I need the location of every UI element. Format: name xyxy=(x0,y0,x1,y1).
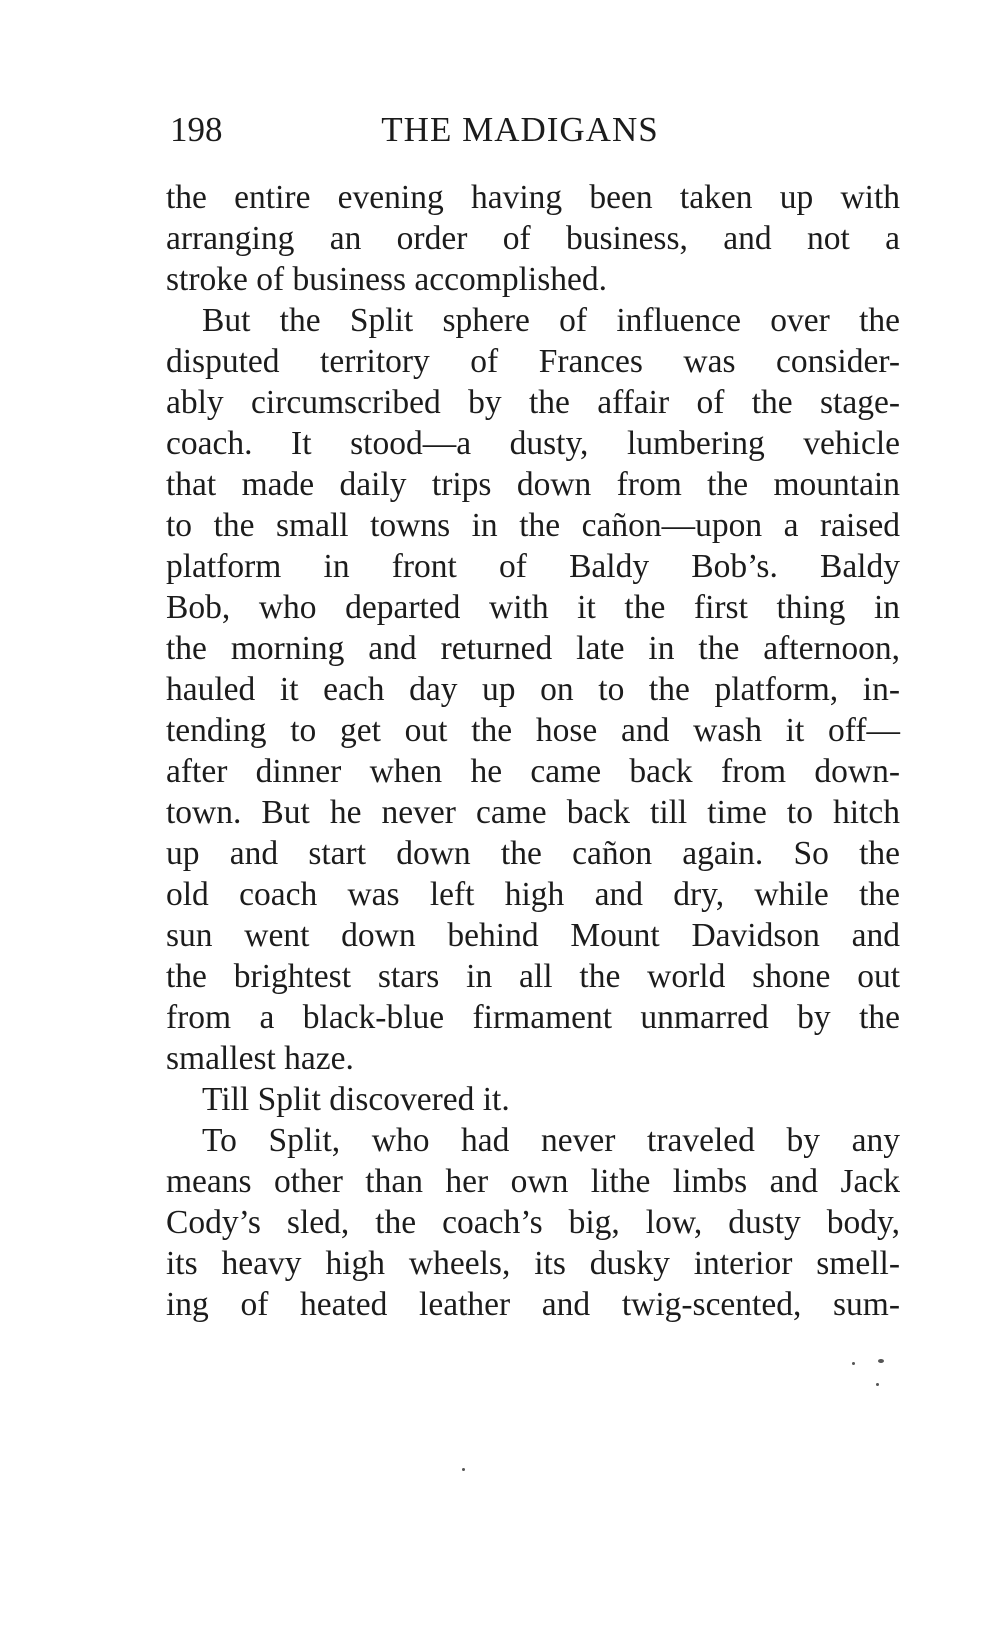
text-line: sun went down behind Mount Davidson and xyxy=(166,917,900,954)
text-line: to the small towns in the cañon—upon a raised xyxy=(166,507,900,544)
scan-speck xyxy=(462,1468,465,1471)
text-line: from a black-blue firmament unmarred by the xyxy=(166,999,900,1036)
text-line: coach. It stood—a dusty, lumbering vehicle xyxy=(166,425,900,462)
text-line: platform in front of Baldy Bob’s. Baldy xyxy=(166,548,900,585)
scan-speck xyxy=(876,1383,879,1386)
text-line: Till Split discovered it. xyxy=(202,1081,510,1118)
body-text xyxy=(166,177,900,1325)
text-line: Bob, who departed with it the first thing in xyxy=(166,589,900,626)
text-line: old coach was left high and dry, while the xyxy=(166,876,900,913)
text-line: hauled it each day up on to the platform, in- xyxy=(166,671,900,708)
text-line: disputed territory of Frances was consider- xyxy=(166,343,900,380)
text-line: up and start down the cañon again. So the xyxy=(166,835,900,872)
text-line: the morning and returned late in the afternoon, xyxy=(166,630,900,667)
text-line: But the Split sphere of influence over the xyxy=(202,302,900,339)
text-line: means other than her own lithe limbs and Jack xyxy=(166,1163,900,1200)
text-line: the brightest stars in all the world shone out xyxy=(166,958,900,995)
text-line: its heavy high wheels, its dusky interior smell- xyxy=(166,1245,900,1282)
text-line: the entire evening having been taken up with xyxy=(166,179,900,216)
text-line: ably circumscribed by the affair of the stage- xyxy=(166,384,900,421)
text-line: To Split, who had never traveled by any xyxy=(202,1122,900,1159)
text-line: Cody’s sled, the coach’s big, low, dusty body, xyxy=(166,1204,900,1241)
page-number: 198 xyxy=(170,110,223,149)
text-line: that made daily trips down from the mountain xyxy=(166,466,900,503)
text-line: stroke of business accomplished. xyxy=(166,261,607,298)
page-header xyxy=(170,108,900,152)
text-line: town. But he never came back till time to hitch xyxy=(166,794,900,831)
text-line: ing of heated leather and twig-scented, sum- xyxy=(166,1286,900,1323)
scan-speck xyxy=(878,1359,884,1363)
text-line: arranging an order of business, and not a xyxy=(166,220,900,257)
text-line: after dinner when he came back from down- xyxy=(166,753,900,790)
running-title: THE MADIGANS xyxy=(381,110,659,149)
text-line: smallest haze. xyxy=(166,1040,354,1077)
text-line: tending to get out the hose and wash it off— xyxy=(166,712,900,749)
scan-speck xyxy=(852,1362,855,1365)
